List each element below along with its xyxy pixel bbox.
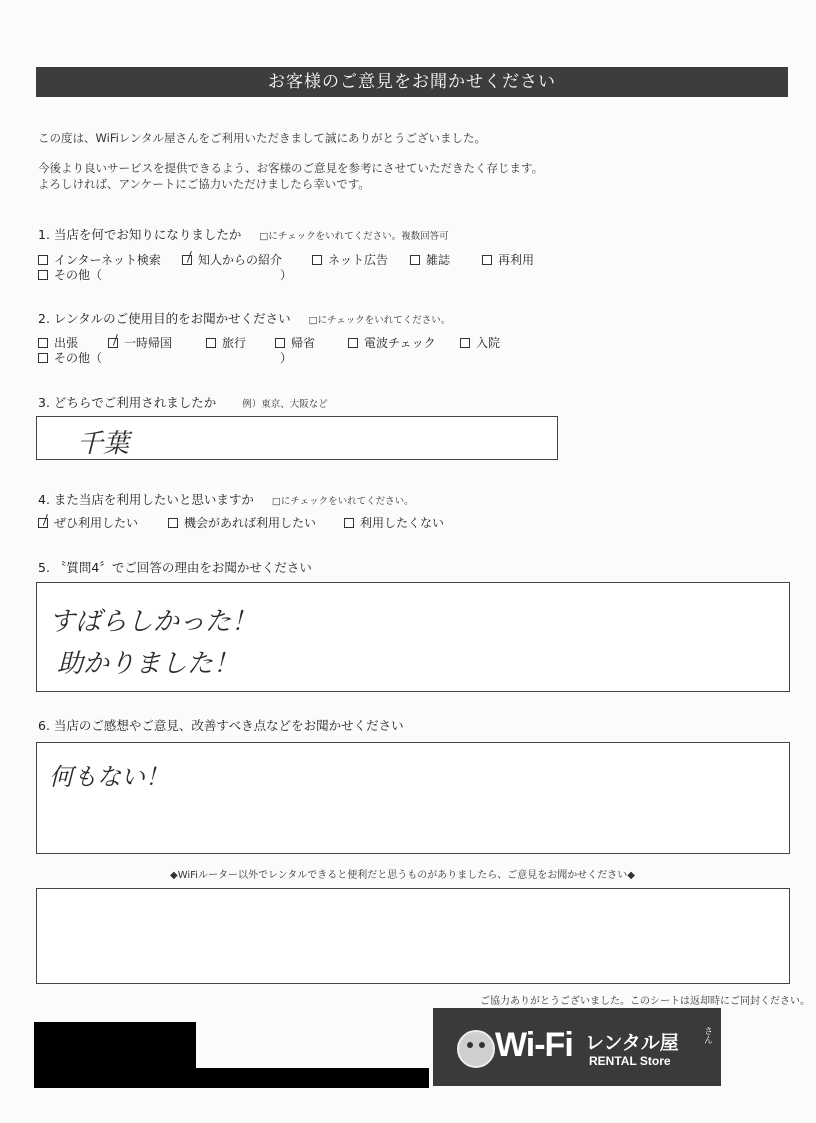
q2-option-travel[interactable]: 旅行 (206, 334, 246, 351)
checkbox[interactable] (344, 518, 354, 528)
q2-option-other[interactable]: その他（ (38, 349, 102, 366)
q1-heading (38, 225, 449, 243)
mascot-icon (457, 1030, 495, 1068)
checkbox[interactable] (38, 255, 48, 265)
q2-option-visit-home[interactable]: 帰省 (275, 334, 315, 351)
checkbox-checked[interactable] (182, 255, 192, 265)
q5-answer-box[interactable] (36, 582, 790, 692)
q4-note: □にチェックをいれてください。 (271, 496, 414, 507)
q2-label: 2. レンタルのご使用目的をお聞かせください (38, 311, 291, 326)
q1-label: 1. 当店を何でお知りになりましたか (38, 227, 242, 242)
checkbox[interactable] (348, 338, 358, 348)
q6-label: 6. 当店のご感想やご意見、改善すべき点などをお聞かせください (38, 718, 404, 733)
q1-option-other[interactable]: その他（ (38, 266, 102, 283)
q4-heading (38, 490, 414, 508)
logo-jp-text: レンタル屋 (585, 1032, 679, 1054)
q1-option-web-ad[interactable]: ネット広告 (312, 251, 388, 268)
checkbox[interactable] (206, 338, 216, 348)
q6-handwritten-answer: 何もない！ (49, 763, 169, 791)
checkbox[interactable] (38, 353, 48, 363)
intro-purpose: 今後より良いサービスを提供できるよう、お客様のご意見を参考にさせていただきたく存じます。 (38, 161, 544, 175)
q4-option-if-chance[interactable]: 機会があれば利用したい (168, 514, 316, 531)
checkbox[interactable] (275, 338, 285, 348)
q2-option-homecoming[interactable]: 一時帰国 (108, 334, 172, 351)
checkbox-checked[interactable] (108, 338, 118, 348)
q2-option-business[interactable]: 出張 (38, 334, 78, 351)
q7-answer-box[interactable] (36, 888, 790, 984)
q1-option-referral[interactable]: 知人からの紹介 (182, 251, 282, 268)
q5-handwritten-line2: 助かりました！ (57, 649, 240, 679)
q1-option-magazine[interactable]: 雑誌 (410, 251, 450, 268)
checkbox[interactable] (38, 270, 48, 280)
intro-thanks: この度は、WiFiレンタル屋さんをご利用いただきまして誠にありがとうございました。 (38, 131, 487, 145)
q2-option-hospital[interactable]: 入院 (460, 334, 500, 351)
q1-note: □にチェックをいれてください。複数回答可 (259, 231, 449, 242)
intro-request: よろしければ、アンケートにご協力いただけましたら幸いです。 (38, 177, 370, 191)
checkbox-checked[interactable] (38, 518, 48, 528)
q7-label: ◆WiFiルーター以外でレンタルできると便利だと思うものがありましたら、ご意見をお聞かせください◆ (170, 870, 635, 881)
q4-option-no[interactable]: 利用したくない (344, 514, 444, 531)
survey-title: お客様のご意見をお聞かせください (36, 67, 788, 97)
q1-other-close: ） (280, 268, 293, 282)
q4-option-definitely[interactable]: ぜひ利用したい (38, 514, 138, 531)
checkbox[interactable] (312, 255, 322, 265)
logo-wifi-text: Wi-Fi (495, 1026, 573, 1064)
q6-answer-box[interactable] (36, 742, 790, 854)
logo-en-text: RENTAL Store (589, 1054, 671, 1068)
wifi-rental-logo (433, 1008, 721, 1086)
q3-note: 例）東京、大阪など (242, 399, 328, 410)
q2-other-close: ） (280, 351, 293, 365)
q3-handwritten-answer: 千葉 (77, 429, 130, 459)
checkbox[interactable] (482, 255, 492, 265)
q2-heading (38, 309, 450, 327)
q1-option-reuse[interactable]: 再利用 (482, 251, 534, 268)
footer-note: ご協力ありがとうございました。このシートは返却時にご同封ください。 (480, 996, 810, 1007)
q4-label: 4. また当店を利用したいと思いますか (38, 492, 254, 507)
redacted-block (34, 1068, 429, 1088)
redacted-block (34, 1022, 196, 1070)
q2-note: □にチェックをいれてください。 (308, 315, 451, 326)
q1-option-search[interactable]: インターネット検索 (38, 251, 161, 268)
q3-label: 3. どちらでご利用されましたか (38, 395, 217, 410)
checkbox[interactable] (168, 518, 178, 528)
q5-label: 5. 〝質問4〞でご回答の理由をお聞かせください (38, 560, 312, 575)
q3-answer-box[interactable] (36, 416, 558, 460)
checkbox[interactable] (38, 338, 48, 348)
q2-option-signal-check[interactable]: 電波チェック (348, 334, 436, 351)
q3-heading (38, 393, 328, 411)
checkbox[interactable] (460, 338, 470, 348)
logo-san-text: さん (702, 1026, 712, 1044)
checkbox[interactable] (410, 255, 420, 265)
q5-handwritten-line1: すばらしかった！ (49, 607, 258, 637)
